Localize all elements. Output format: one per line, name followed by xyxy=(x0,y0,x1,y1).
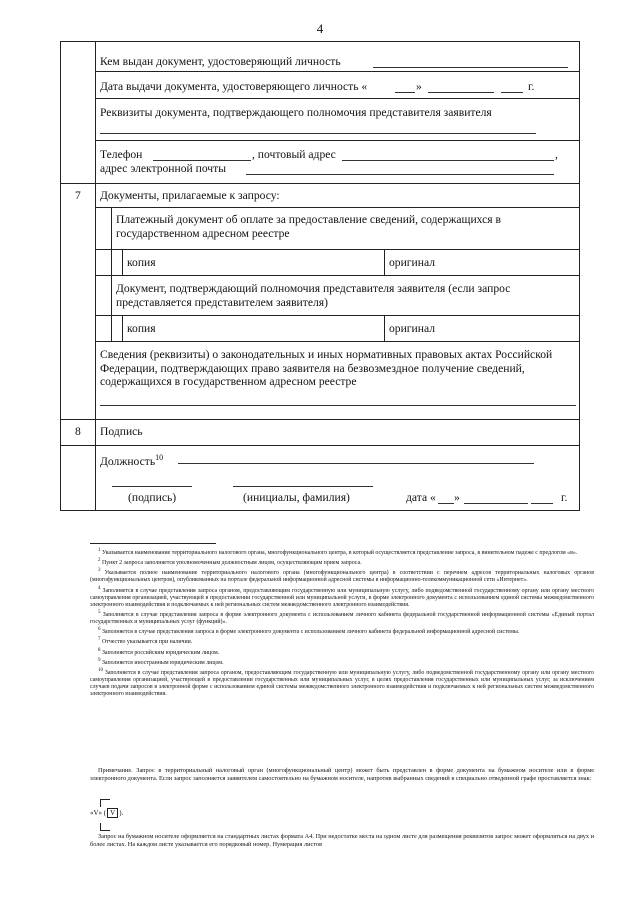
issue-date-year-field[interactable] xyxy=(501,92,523,93)
footnote-text: Заполняется в случае представления запроса в форме электронного документа с использованием личного кабинета федеральной информационной адресной системы. xyxy=(101,629,520,636)
footnote-number: 9 xyxy=(98,657,101,663)
footnote-item xyxy=(90,609,594,626)
footnote-text: Указывается полное наименование территориального налогового органа (многофункционального центра) в соответствии с перечнем адресов территориальных налоговых органов (многофункциональных центров), опубликованных на портале федеральной информационной адресной системы в информационно-телекоммуникационной сети «Интернет». xyxy=(90,570,594,584)
footnote-number: 8 xyxy=(98,647,101,653)
issue-date-day-field[interactable] xyxy=(395,92,415,93)
position-label: Должность$^{10}$ xyxy=(100,453,164,468)
footnote-text: Заполняется иностранным юридическим лицом. xyxy=(101,659,224,666)
rep-doc-copy: копия xyxy=(127,322,156,335)
footnote-number: 6 xyxy=(98,627,101,633)
footnote-text: Указывается наименование территориального налогового органа, многофункционального центра, в который осуществляется представление запроса, в винительном падеже с предлогом «в». xyxy=(101,549,578,556)
footnote-text: Заполняется в случае представления запроса органом, предоставляющим государственную или муниципальную услугу, либо подведомственной государственному органу или органу местного самоуправления организацией, участвующей в предоставлении государственных или муниципальных услуг, в целях предоставления государственных или муниципальных услуг, за исключением случаев подачи запросов в электронной форме с использованием единой системы межведомственного электронного взаимодействия и подключаемых к ней региональных систем межведомственного электронного взаимодействия. xyxy=(90,669,594,698)
rep-doc-original: оригинал xyxy=(389,322,435,335)
position-field[interactable] xyxy=(178,463,534,464)
legal-acts-field[interactable] xyxy=(100,405,576,406)
footnote-item xyxy=(90,585,594,609)
footnote-number: 1 xyxy=(98,548,101,553)
footnote-text: Отчество указывается при наличии. xyxy=(101,639,193,646)
rep-doc-details-label: Реквизиты документа, подтверждающего полномочия представителя заявителя xyxy=(100,106,492,119)
email-field[interactable] xyxy=(246,174,554,175)
note-paragraph-1: Примечание. Запрос в территориальный налоговый орган (многофункциональный центр) может быть представлен в форме документа на бумажном носителе или в форме электронного документа. Если запрос заполняется заявителем самостоятельно на бумажном носителе, напротив выбранных сведений в специально отведенной графе проставляется знак: xyxy=(90,767,594,782)
payment-doc-original: оригинал xyxy=(389,256,435,269)
footnote-item xyxy=(90,557,594,567)
issue-date-month-field[interactable] xyxy=(428,92,494,93)
row-7-number: 7 xyxy=(75,189,81,202)
postal-address-field[interactable] xyxy=(342,160,554,161)
footnote-item xyxy=(90,667,594,699)
phone-label: Телефон xyxy=(100,148,143,161)
footnote-item xyxy=(90,547,594,557)
payment-doc-label: Платежный документ об оплате за предоставление сведений, содержащихся в государственном адресном реестре xyxy=(116,213,501,240)
issued-by-label: Кем выдан документ, удостоверяющий личность xyxy=(100,55,341,68)
position-footnote-ref: 10 xyxy=(155,453,164,462)
postal-comma: , xyxy=(555,148,558,161)
row-8-number: 8 xyxy=(75,425,81,438)
signature-field[interactable] xyxy=(112,486,192,487)
date-month-field[interactable] xyxy=(464,503,528,504)
footnote-item xyxy=(90,626,594,636)
note-paragraph-2: Запрос на бумажном носителе оформляется на стандартных листах формата А4. При недостатке места на одном листе для размещения реквизитов запрос может оформляться на двух и более листах. На каждом листе указывается его порядковый номер. Нумерация листов xyxy=(90,833,594,848)
date-label: дата « xyxy=(406,491,436,504)
issued-by-field[interactable] xyxy=(373,67,568,68)
postal-address-label: , почтовый адрес xyxy=(252,148,336,161)
page-number: 4 xyxy=(316,21,324,36)
signature-caption: (подпись) xyxy=(128,491,177,504)
phone-field[interactable] xyxy=(153,160,251,161)
footnote-number: 10 xyxy=(98,667,103,673)
row-8-label: Подпись xyxy=(100,425,143,438)
footnotes xyxy=(90,547,594,698)
row-7-label: Документы, прилагаемые к запросу: xyxy=(100,189,280,202)
date-day-field[interactable] xyxy=(438,503,454,504)
footnote-text: Пункт 2 запроса заполняется уполномоченным должностным лицом, осуществляющим прием запроса. xyxy=(101,560,362,567)
footnote-number: 4 xyxy=(98,585,101,591)
email-label: адрес электронной почты xyxy=(100,162,226,175)
footnote-item xyxy=(90,636,594,646)
footnote-number: 2 xyxy=(98,558,101,564)
issue-date-year-label: г. xyxy=(528,80,535,93)
footnote-item xyxy=(90,657,594,667)
footnote-text: Заполняется российским юридическим лицом. xyxy=(101,649,220,656)
v-mark-box: V xyxy=(107,808,118,818)
footnote-number: 5 xyxy=(98,609,101,615)
footnote-item xyxy=(90,647,594,657)
footnote-separator xyxy=(90,543,216,544)
footnote-number: 7 xyxy=(98,637,101,643)
date-year-field[interactable] xyxy=(531,503,553,504)
v-mark-example: «V» ( V ). xyxy=(90,809,124,817)
rep-doc-details-field[interactable] xyxy=(100,133,536,134)
footnote-text: Заполняется в случае представления запроса в форме электронного документа с использованием личного кабинета федеральной государственной информационной системы «Единый портал государственных и муниципальных услуг (функций)». xyxy=(90,611,594,626)
initials-field[interactable] xyxy=(233,486,373,487)
footnote-number: 3 xyxy=(98,568,101,574)
issue-date-label: Дата выдачи документа, удостоверяющего личность « xyxy=(100,80,368,93)
payment-doc-copy: копия xyxy=(127,256,156,269)
footnote-text: Заполняется в случае представления запроса органом, предоставляющим государственную или муниципальную услугу, либо подведомственной государственному органу или органу местного самоуправления организацией, участвующей в предоставлении государственной или муниципальной услуги, в форме электронного документа с использованием единой системы межведомственного электронного взаимодействия и подключаемых к ней региональных систем межведомственного электронного взаимодействия. xyxy=(90,587,594,608)
legal-acts-label: Сведения (реквизиты) о законодательных и иных нормативных правовых актах Российской Федерации, подтверждающих право заявителя на безвозмездное получение сведений, содержащихся в государственном адресном реестре xyxy=(100,348,553,389)
issue-date-quote: » xyxy=(416,80,422,93)
footnote-item xyxy=(90,567,594,584)
date-year-label: г. xyxy=(561,491,568,504)
rep-doc-label: Документ, подтверждающий полномочия представителя заявителя (если запрос представляется представителем заявителя) xyxy=(116,282,511,309)
date-quote: » xyxy=(454,491,460,504)
initials-caption: (инициалы, фамилия) xyxy=(243,491,350,504)
